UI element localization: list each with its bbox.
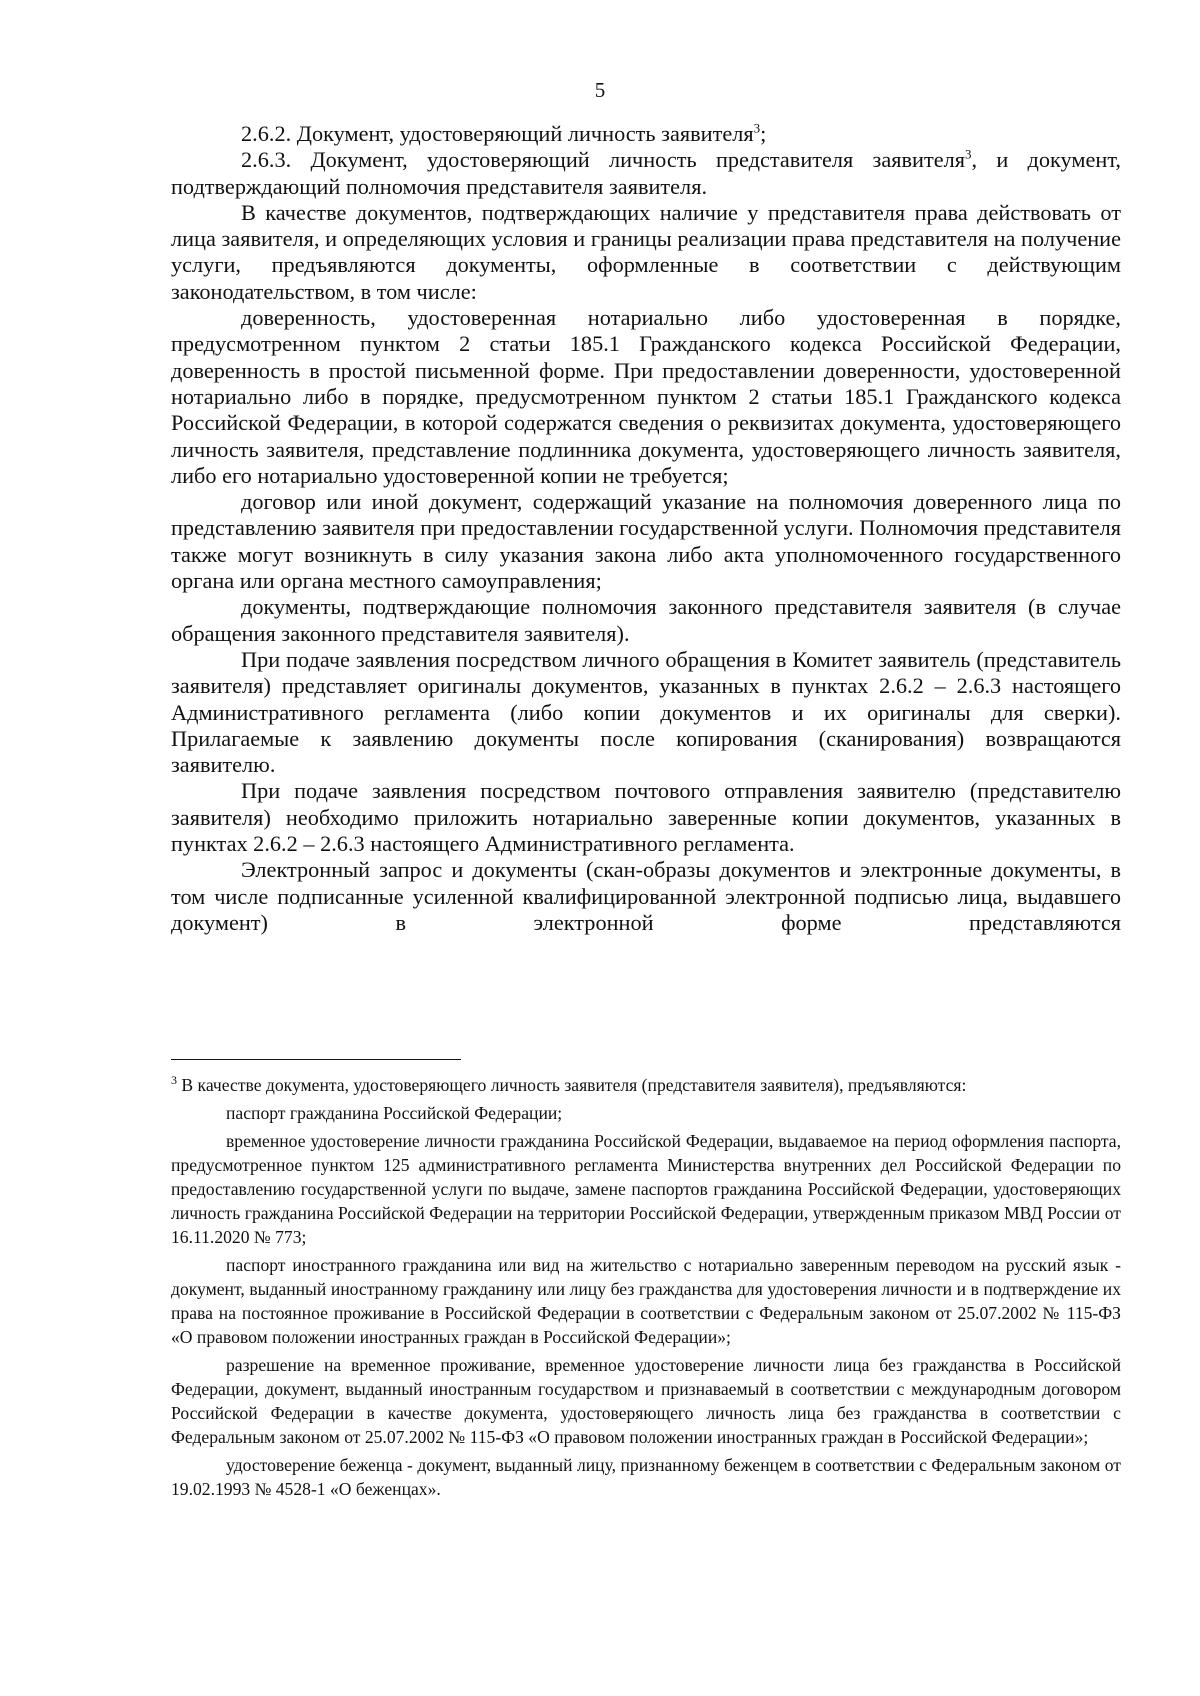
footnote-item-passport: паспорт гражданина Российской Федерации;	[226, 1103, 563, 1123]
paragraph-power-of-attorney: доверенность, удостоверенная нотариально либо удостоверенная в порядке, предусмотренном пунктом 2 статьи 185.1 Гражданского кодекса Российской Федерации, доверенность в простой письменной форме. При предоставлении доверенности, удостоверенной нотариально либо в порядке, предусмотренном пунктом 2 статьи 185.1 Гражданского кодекса Российской Федерации, в которой содержатся сведения о реквизитах документа, удостоверяющего личность заявителя, представление подлинника документа, удостоверяющего личность заявителя, либо его нотариально удостоверенной копии не требуется;	[171, 305, 1121, 488]
footnote-divider	[171, 1059, 461, 1060]
footnote-ref: 3	[753, 120, 761, 136]
footnote-ref: 3	[965, 146, 972, 162]
paragraph-personal-submission: При подаче заявления посредством личного обращения в Комитет заявитель (представитель заявителя) представляет оригиналы документов, указанных в пунктах 2.6.2 – 2.6.3 настоящего Административного регламента (либо копии документов и их оригиналы для сверки). Прилагаемые к заявлению документы после копирования (сканирования) возвращаются заявителю.	[171, 646, 1121, 778]
footnote-number: 3	[171, 1073, 177, 1088]
footnote-3-intro: $^3$ В качестве документа, удостоверяющего личность заявителя (представителя заявителя), предъявляются:	[171, 1073, 967, 1095]
footnote-item-foreign-passport: паспорт иностранного гражданина или вид на жительство с нотариально заверенным переводом на русский язык - документ, выданный иностранному гражданину или лицу без гражданства для удостоверения личности и в подтверждение их права на постоянное проживание в Российской Федерации в соответствии с Федеральным законом от 25.07.2002 № 115-ФЗ «О правовом положении иностранных граждан в Российской Федерации»;	[171, 1255, 1121, 1347]
footnote-item-temporary-residence: разрешение на временное проживание, временное удостоверение личности лица без гражданства в Российской Федерации, документ, выданный иностранным государством и признаваемый в соответствии с международным договором Российской Федерации в качестве документа, удостоверяющего личность лица без гражданства в соответствии с Федеральным законом от 25.07.2002 № 115-ФЗ «О правовом положении иностранных граждан в Российской Федерации»;	[171, 1355, 1121, 1447]
paragraph-electronic-submission: Электронный запрос и документы (скан-образы документов и электронные документы, в том числе подписанные усиленной квалифицированной электронной подписью лица, выдавшего документ) в электронной форме представляются	[171, 857, 1121, 935]
main-text	[171, 121, 1121, 936]
paragraph-2-6-3: 2.6.3. Документ, удостоверяющий личность представителя заявителя$^3$, и документ, подтверждающий полномочия представителя заявителя.	[171, 146, 1121, 199]
paragraph-postal-submission: При подаче заявления посредством почтового отправления заявителю (представителю заявителя) необходимо приложить нотариально заверенные копии документов, указанных в пунктах 2.6.2 – 2.6.3 настоящего Административного регламента.	[171, 778, 1121, 857]
footnotes	[171, 1073, 1121, 1505]
paragraph-representative-documents: В качестве документов, подтверждающих наличие у представителя права действовать от лица заявителя, и определяющих условия и границы реализации права представителя на получение услуги, предъявляются документы, оформленные в соответствии с действующим законодательством, в том числе:	[171, 199, 1121, 304]
page-number: 5	[594, 78, 606, 102]
paragraph-contract: договор или иной документ, содержащий указание на полномочия доверенного лица по представлению заявителя при предоставлении государственной услуги. Полномочия представителя также могут возникнуть в силу указания закона либо акта уполномоченного государственного органа или органа местного самоуправления;	[171, 489, 1121, 594]
paragraph-legal-representative: документы, подтверждающие полномочия законного представителя заявителя (в случае обращения законного представителя заявителя).	[171, 594, 1121, 646]
footnote-item-temporary-id: временное удостоверение личности гражданина Российской Федерации, выдаваемое на период оформления паспорта, предусмотренное пунктом 125 административного регламента Министерства внутренних дел Российской Федерации по предоставлению государственной услуги по выдаче, замене паспортов гражданина Российской Федерации, удостоверяющих личность гражданина Российской Федерации на территории Российской Федерации, утвержденным приказом МВД России от 16.11.2020 № 773;	[171, 1131, 1121, 1247]
footnote-item-refugee-certificate: удостоверение беженца - документ, выданный лицу, признанному беженцем в соответствии с Федеральным законом от 19.02.1993 № 4528-1 «О беженцах».	[171, 1455, 1121, 1499]
paragraph-2-6-2: 2.6.2. Документ, удостоверяющий личность заявителя$^3$;	[241, 120, 767, 146]
